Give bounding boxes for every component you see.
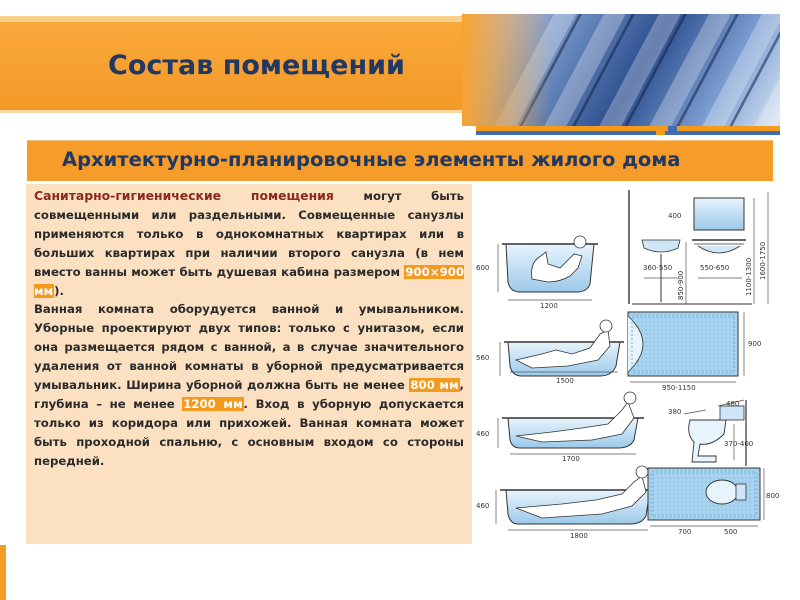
toilet-dim-b: 480 bbox=[726, 400, 740, 408]
page-title: Состав помещений bbox=[108, 50, 405, 81]
bath-4-icon bbox=[496, 466, 656, 530]
mirror-height: 400 bbox=[668, 212, 682, 220]
bath-4-width: 1800 bbox=[570, 532, 588, 540]
bath-2-width: 1500 bbox=[556, 377, 574, 385]
toilet-plan-width-1: 700 bbox=[678, 528, 692, 536]
header-blue-strip bbox=[476, 131, 780, 135]
building-photo bbox=[462, 14, 780, 126]
header-square-blue bbox=[668, 126, 677, 135]
shower-height: 900 bbox=[748, 340, 762, 348]
section-title: Архитектурно-планировочные элементы жилого дома bbox=[62, 148, 681, 171]
body-text-p1b: ). bbox=[54, 283, 64, 298]
toilet-plan-height: 800 bbox=[766, 492, 780, 500]
toilet-dim-a: 380 bbox=[668, 408, 682, 416]
sink-width-1: 360-550 bbox=[643, 264, 673, 272]
body-text-p2c: . Вход в уборную допускается только из коридора или прихожей. Ванная комната может быть проходной спальню, с основным входом со стороны передней. bbox=[34, 396, 464, 468]
dimension-toilet-depth: 1200 мм bbox=[183, 396, 243, 411]
sink-height-3: 1600-1750 bbox=[759, 241, 767, 280]
dimension-toilet-width: 800 мм bbox=[410, 378, 459, 393]
sink-height-2: 1100-1300 bbox=[745, 257, 753, 296]
sink-width-2: 550-650 bbox=[700, 264, 730, 272]
bath-plan-icon bbox=[628, 312, 744, 382]
toilet-plan-width-2: 500 bbox=[724, 528, 738, 536]
header-square-orange bbox=[656, 126, 665, 135]
body-text-p1a: могут быть совмещенными или раздельными. Совмещенные санузлы применяются только в однокомнатных квартирах или в больших квартирах при наличии второго санузла (в нем вместо ванны может быть душевая кабина размером bbox=[34, 189, 464, 279]
bath-2-icon bbox=[500, 320, 624, 376]
bath-1-icon bbox=[498, 236, 598, 300]
body-text bbox=[34, 187, 464, 471]
toilet-elevation-icon bbox=[684, 400, 746, 466]
toilet-plan-icon bbox=[648, 468, 764, 526]
dimension-shower: 900×900 мм bbox=[34, 264, 464, 298]
bath-2-height: 560 bbox=[476, 354, 490, 362]
bath-1-width: 1200 bbox=[540, 302, 558, 310]
shower-width: 950-1150 bbox=[662, 384, 696, 392]
bath-3-height: 460 bbox=[476, 430, 490, 438]
left-accent-strip bbox=[0, 545, 6, 600]
sink-height-1: 850-900 bbox=[677, 270, 685, 300]
term-sanitary-rooms: Санитарно-гигиенические помещения bbox=[34, 188, 334, 203]
bath-4-height: 460 bbox=[476, 502, 490, 510]
body-text-p2a: Ванная комната оборудуется ванной и умывальником. Уборные проектируют двух типов: только с унитазом, если она размещается рядом с ванной, а в случае значительного удаления от ванной комнаты в уборной предусматривается умывальник. Ширина уборной должна быть не менее bbox=[34, 302, 464, 393]
body-text-p2b: , глубина – не менее bbox=[34, 378, 464, 411]
bath-3-icon bbox=[498, 392, 644, 454]
toilet-dim-c: 370-400 bbox=[724, 440, 754, 448]
sanitary-fixtures-diagram bbox=[472, 184, 780, 546]
bath-1-height: 600 bbox=[476, 264, 490, 272]
bath-3-width: 1700 bbox=[562, 455, 580, 463]
